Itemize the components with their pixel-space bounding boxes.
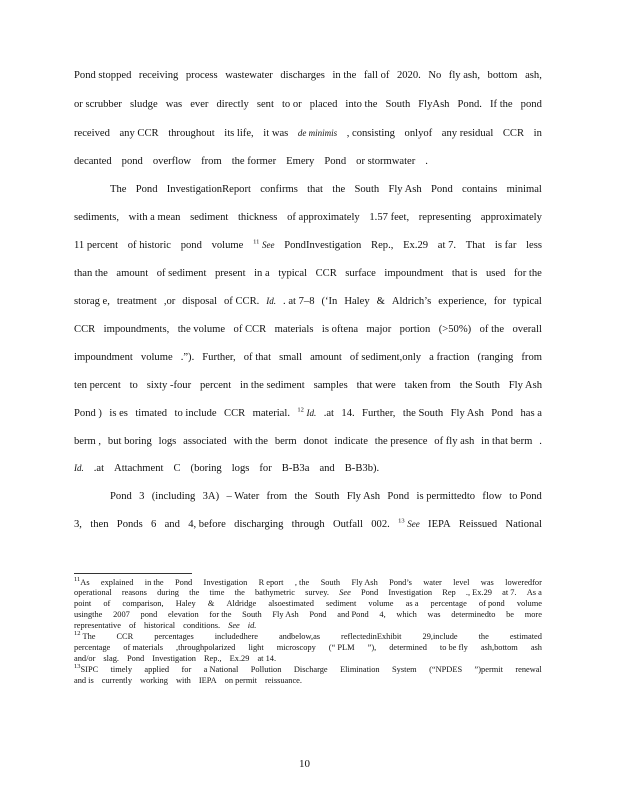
footnote-11-line-4: usingthe 2007 pond elevation for the South Fly Ash Pond and Pond 4, which was determinedto be more bbox=[74, 610, 542, 619]
footnote-separator bbox=[74, 573, 192, 574]
p3-line-1: Pond 3 (including 3A) – Water from the South Fly Ash Pond is permittedto flow to Pond bbox=[110, 491, 542, 502]
footnote-11-line-3: point of comparison, Haley & Aldridge alsoestimated sediment volume as a percentage of pond volume bbox=[74, 599, 542, 608]
p1-line-3: received any CCR throughout its life, it was de minimis , consisting onlyof any residual CCR in bbox=[74, 128, 542, 139]
p3-line-2: 3, then Ponds 6 and 4, before discharging through Outfall 002. $^{13}$ See IEPA Reissued National bbox=[74, 517, 542, 530]
footnote-13-line-2: and is currently working with IEPA on permit reissuance. bbox=[74, 676, 302, 685]
page-number: 10 bbox=[299, 758, 310, 770]
p2-line-2: sediments, with a mean sediment thickness of approximately 1.57 feet, representing approximately bbox=[74, 212, 542, 223]
footnote-11-line-5: representative of historical conditions. See id. bbox=[74, 621, 257, 630]
p2-line-4: than the amount of sediment present in a typical CCR surface impoundment that is used for the bbox=[74, 268, 542, 279]
footnote-ref-11: 11 bbox=[253, 238, 260, 246]
p2-line-7: impoundment volume .”). Further, of that small amount of sediment,only a fraction (ranging from bbox=[74, 352, 542, 363]
p2-line-11: Id. .at Attachment C (boring logs for B-B3a and B-B3b). bbox=[74, 463, 380, 474]
p2-line-5: storag e, treatment ,or disposal of CCR. Id. . at 7–8 (‘In Haley & Aldrich’s experience, for typical bbox=[74, 296, 542, 307]
footnote-ref-12: 12 bbox=[297, 406, 304, 414]
p2-line-10: berm , but boring logs associated with the berm donot indicate the presence of fly ash in that berm . bbox=[74, 436, 542, 447]
p1-line-4: decanted pond overflow from the former Emery Pond or stormwater . bbox=[74, 156, 428, 167]
footnote-12-line-1: $^{12}$ The CCR percentages includedhere andbelow,as reflectedinExhibit 29,include the estimated bbox=[74, 630, 542, 641]
footnote-ref-13: 13 bbox=[398, 517, 405, 525]
p2-line-8: ten percent to sixty -four percent in the sediment samples that were taken from the South Fly Ash bbox=[74, 380, 542, 391]
footnote-11-line-1: $^{11}$As explained in the Pond Investigation R eport , the South Fly Ash Pond’s water level was loweredfor bbox=[74, 576, 542, 587]
p2-line-6: CCR impoundments, the volume of CCR materials is oftena major portion (>50%) of the overall bbox=[74, 324, 542, 335]
p2-line-3: 11 percent of historic pond volume $^{11}$ See PondInvestigation Rep., Ex.29 at 7. That is far less bbox=[74, 238, 542, 251]
footnote-13-line-1: $^{13}$SIPC timely applied for a National Pollution Discharge Elimination System (“NPDES ”)permit renewal bbox=[74, 663, 542, 674]
footnote-12-line-2: percentage of materials ,throughpolarized light microscopy (“ PLM ”), determined to be fly ash,bottom ash bbox=[74, 643, 542, 652]
footnote-11-line-2: operational reasons during the time the bathymetric survey. See Pond Investigation Rep ., Ex.29 at 7. As a bbox=[74, 588, 542, 597]
p1-line-1: Pond stopped receiving process wastewater discharges in the fall of 2020. No fly ash, bottom ash, bbox=[74, 70, 542, 81]
footnote-12-line-3: and/or slag. Pond Investigation Rep., Ex.29 at 14. bbox=[74, 654, 277, 663]
p2-line-1: The Pond InvestigationReport confirms that the South Fly Ash Pond contains minimal bbox=[110, 184, 542, 195]
p1-line-2: or scrubber sludge was ever directly sent to or placed into the South FlyAsh Pond. If the pond bbox=[74, 99, 542, 110]
p2-line-9: Pond ) is es timated to include CCR material. $^{12}$ Id. .at 14. Further, the South Fly Ash Pond has a bbox=[74, 406, 542, 419]
